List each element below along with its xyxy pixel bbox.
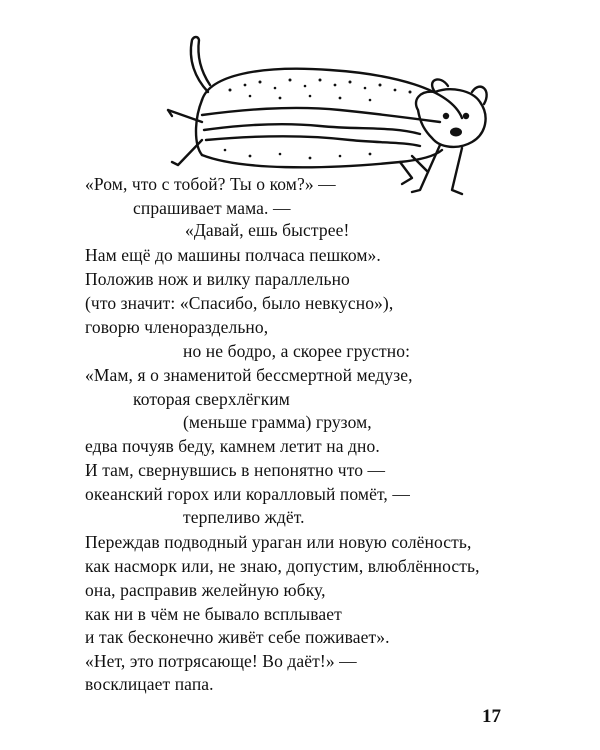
- poem-line: «Ром, что с тобой? Ты о ком?» —: [85, 174, 336, 194]
- poem-line: (меньше грамма) грузом,: [183, 412, 372, 432]
- poem-line: но не бодро, а скорее грустно:: [183, 341, 411, 361]
- poem-line: она, расправив желейную юбку,: [85, 580, 326, 600]
- poem-line: едва почуяв беду, камнем летит на дно.: [85, 436, 380, 456]
- poem-line: и так бесконечно живёт себе поживает».: [85, 627, 390, 647]
- poem-line: Положив нож и вилку параллельно: [85, 269, 350, 289]
- poem-line: «Нет, это потрясающе! Во даёт!» —: [85, 651, 357, 671]
- poem-line: океанский горох или коралловый помёт, —: [85, 484, 410, 504]
- poem-line: терпеливо ждёт.: [183, 507, 305, 527]
- page-number: 17: [482, 706, 501, 727]
- poem-line: (что значит: «Спасибо, было невкусно»),: [85, 293, 394, 313]
- poem-line: как насморк или, не знаю, допустим, влюблённость,: [85, 556, 480, 576]
- poem-line: говорю членораздельно,: [85, 317, 269, 337]
- poem-line: восклицает папа.: [85, 674, 214, 694]
- poem-line: Нам ещё до машины полчаса пешком».: [85, 245, 381, 265]
- poem-line: Переждав подводный ураган или новую солёность,: [85, 532, 472, 552]
- poem-line: которая сверхлёгким: [133, 389, 290, 409]
- poem-line: И там, свернувшись в непонятно что —: [85, 460, 386, 480]
- poem-line: «Мам, я о знаменитой бессмертной медузе,: [85, 365, 413, 385]
- poem-line: как ни в чём не бывало всплывает: [85, 604, 342, 624]
- poem-line: спрашивает мама. —: [133, 198, 291, 218]
- poem-line: «Давай, ешь быстрее!: [185, 220, 350, 240]
